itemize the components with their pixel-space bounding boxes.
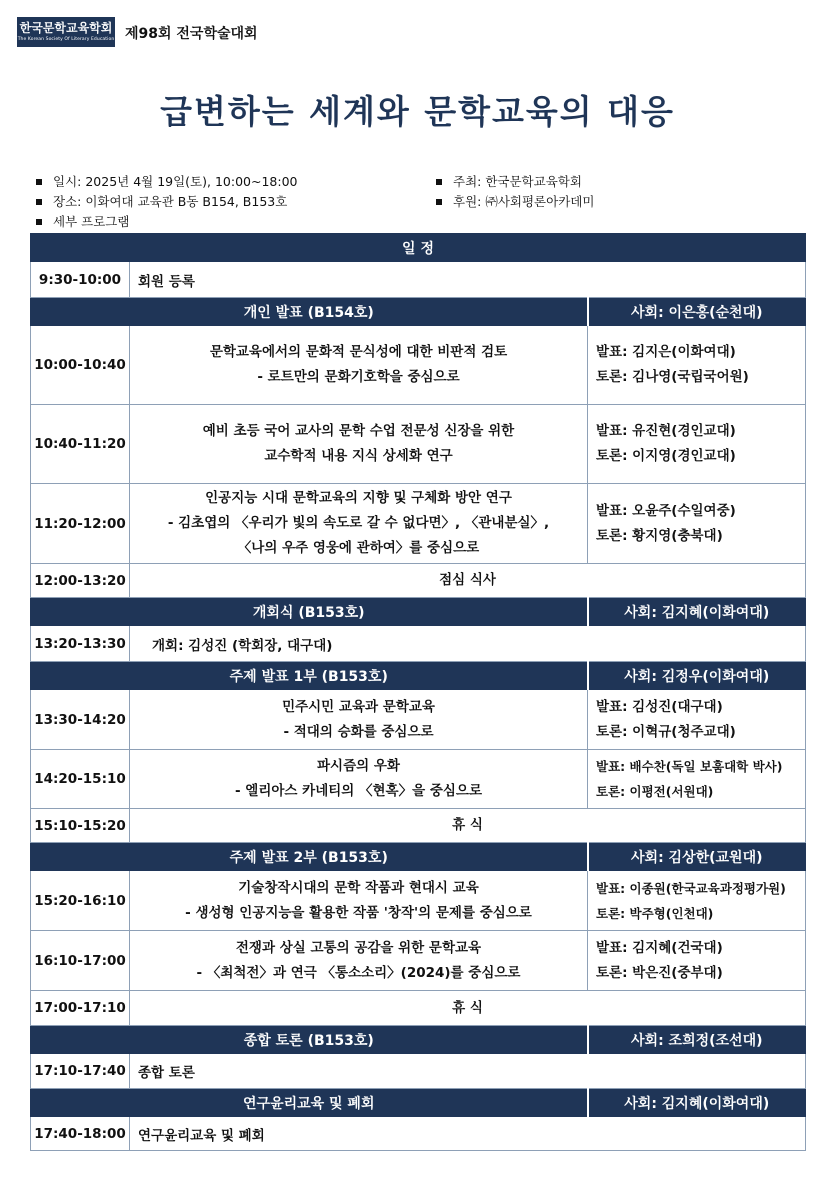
section-title: 주제 발표 2부 (B153호) xyxy=(31,843,588,871)
section-chair: 사회: 김지혜(이화여대) xyxy=(588,1089,806,1117)
talk-people: 발표: 유진현(경인교대) 토론: 이지영(경인교대) xyxy=(588,405,806,484)
table-row xyxy=(31,626,806,662)
time-cell: 10:00-10:40 xyxy=(31,326,130,405)
table-row xyxy=(31,931,806,991)
table-row xyxy=(31,991,806,1026)
time-cell: 10:40-11:20 xyxy=(31,405,130,484)
lunch-label: 점심 식사 xyxy=(130,564,806,598)
table-row xyxy=(31,484,806,564)
society-logo xyxy=(17,17,115,47)
break-label: 휴 식 xyxy=(130,809,806,843)
section-header xyxy=(31,598,806,626)
section-header xyxy=(31,843,806,871)
time-cell: 15:20-16:10 xyxy=(31,871,130,931)
talk-people: 발표: 오윤주(수일여중) 토론: 황지영(충북대) xyxy=(588,484,806,564)
talk-title: 파시즘의 우화 - 엘리아스 카네티의 〈현혹〉을 중심으로 xyxy=(130,750,588,809)
time-cell: 15:10-15:20 xyxy=(31,809,130,843)
time-cell: 13:20-13:30 xyxy=(31,626,130,662)
table-row xyxy=(31,1117,806,1151)
table-row xyxy=(31,564,806,598)
section-header xyxy=(31,662,806,690)
registration-label: 회원 등록 xyxy=(130,262,806,298)
info-date: 일시: 2025년 4월 19일(토), 10:00~18:00 xyxy=(28,172,297,192)
table-row xyxy=(31,1054,806,1089)
section-chair: 사회: 조희정(조선대) xyxy=(588,1026,806,1054)
event-info-right xyxy=(428,172,594,212)
table-row xyxy=(31,326,806,405)
section-chair: 사회: 김정우(이화여대) xyxy=(588,662,806,690)
time-cell: 17:10-17:40 xyxy=(31,1054,130,1089)
page-title: 급변하는 세계와 문학교육의 대응 xyxy=(160,92,675,131)
bullet-icon xyxy=(36,219,42,225)
info-program: 세부 프로그램 xyxy=(28,212,297,232)
section-chair: 사회: 이은홍(순천대) xyxy=(588,298,806,326)
talk-people: 발표: 이종원(한국교육과정평가원) 토론: 박주형(인천대) xyxy=(588,871,806,931)
time-cell: 16:10-17:00 xyxy=(31,931,130,991)
conference-name: 제98회 전국학술대회 xyxy=(125,26,258,42)
talk-title: 기술창작시대의 문학 작품과 현대시 교육 - 생성형 인공지능을 활용한 작품 '창작'의 문제를 중심으로 xyxy=(130,871,588,931)
general-discussion-label: 종합 토론 xyxy=(130,1054,806,1089)
table-row xyxy=(31,750,806,809)
time-cell: 14:20-15:10 xyxy=(31,750,130,809)
talk-people: 발표: 배수찬(독일 보훔대학 박사) 토론: 이평전(서원대) xyxy=(588,750,806,809)
bullet-icon xyxy=(36,179,42,185)
section-title: 개회식 (B153호) xyxy=(31,598,588,626)
table-row xyxy=(31,690,806,750)
section-chair: 사회: 김상한(교원대) xyxy=(588,843,806,871)
closing-label: 연구윤리교육 및 폐회 xyxy=(130,1117,806,1151)
schedule-title: 일 정 xyxy=(31,234,806,262)
table-row xyxy=(31,262,806,298)
break-label: 휴 식 xyxy=(130,991,806,1026)
section-title: 종합 토론 (B153호) xyxy=(31,1026,588,1054)
talk-people: 발표: 김지은(이화여대) 토론: 김나영(국립국어원) xyxy=(588,326,806,405)
talk-title: 문학교육에서의 문화적 문식성에 대한 비판적 검토 - 로트만의 문화기호학을 중심으로 xyxy=(130,326,588,405)
talk-title: 전쟁과 상실 고통의 공감을 위한 문학교육 - 〈최척전〉과 연극 〈통소소리〉(2024)를 중심으로 xyxy=(130,931,588,991)
section-title: 주제 발표 1부 (B153호) xyxy=(31,662,588,690)
section-header xyxy=(31,1026,806,1054)
time-cell: 11:20-12:00 xyxy=(31,484,130,564)
info-place: 장소: 이화여대 교육관 B동 B154, B153호 xyxy=(28,192,297,212)
info-host: 주최: 한국문학교육학회 xyxy=(428,172,594,192)
section-title: 개인 발표 (B154호) xyxy=(31,298,588,326)
schedule-table xyxy=(30,233,806,1151)
time-cell: 17:00-17:10 xyxy=(31,991,130,1026)
talk-title: 예비 초등 국어 교사의 문학 수업 전문성 신장을 위한 교수학적 내용 지식 상세화 연구 xyxy=(130,405,588,484)
logo-korean-text: 한국문학교육학회 xyxy=(19,21,113,35)
table-row xyxy=(31,809,806,843)
talk-people: 발표: 김지혜(건국대) 토론: 박은진(중부대) xyxy=(588,931,806,991)
event-info-left xyxy=(28,172,297,232)
time-cell: 9:30-10:00 xyxy=(31,262,130,298)
time-cell: 13:30-14:20 xyxy=(31,690,130,750)
bullet-icon xyxy=(36,199,42,205)
section-title: 연구윤리교육 및 폐회 xyxy=(31,1089,588,1117)
talk-title: 민주시민 교육과 문학교육 - 적대의 승화를 중심으로 xyxy=(130,690,588,750)
logo-english-text: The Korean Society Of Literary Education xyxy=(17,37,115,42)
time-cell: 17:40-18:00 xyxy=(31,1117,130,1151)
table-row xyxy=(31,405,806,484)
talk-title: 인공지능 시대 문학교육의 지향 및 구체화 방안 연구 - 김초엽의 〈우리가 빛의 속도로 갈 수 없다면〉, 〈관내분실〉, 〈나의 우주 영웅에 관하여〉를 중심으로 xyxy=(130,484,588,564)
time-cell: 12:00-13:20 xyxy=(31,564,130,598)
section-chair: 사회: 김지혜(이화여대) xyxy=(588,598,806,626)
bullet-icon xyxy=(436,199,442,205)
schedule-title-row xyxy=(31,234,806,262)
bullet-icon xyxy=(436,179,442,185)
talk-people: 발표: 김성진(대구대) 토론: 이혁규(청주교대) xyxy=(588,690,806,750)
info-sponsor: 후원: ㈜사회평론아카데미 xyxy=(428,192,594,212)
section-header xyxy=(31,298,806,326)
opening-label: 개회: 김성진 (학회장, 대구대) xyxy=(130,626,806,662)
section-header xyxy=(31,1089,806,1117)
table-row xyxy=(31,871,806,931)
